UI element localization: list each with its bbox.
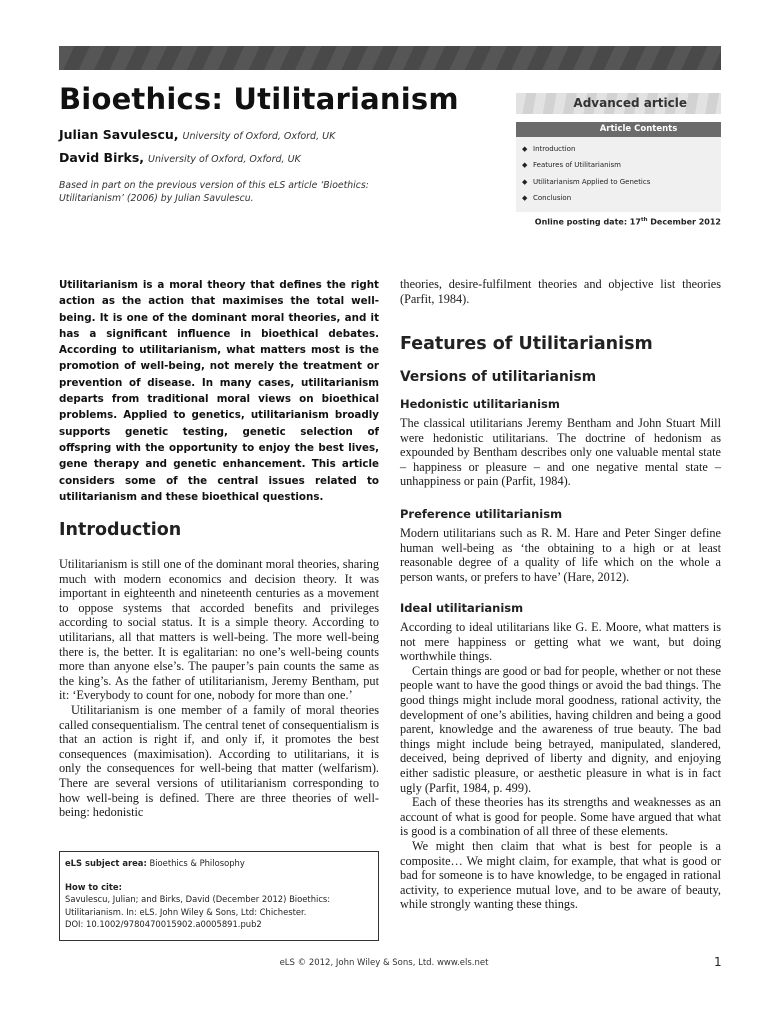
paragraph: Utilitarianism is one member of a family of moral theories called consequentialism. The central tenet of consequentialism is that an action is right if, and only if, it promotes the best consequences (maximisation). According to utilitarians, it is only the consequences for well-being that matter (welfarism). There are several versions of utilitarianism corresponding to how well-being is defined. There are three theories of well-being: hedonistic (59, 702, 379, 820)
subsubsection-heading-preference: Preference utilitarianism (400, 507, 563, 521)
subsubsection-heading-ideal: Ideal utilitarianism (400, 601, 524, 615)
diamond-bullet-icon: ◆ (522, 177, 528, 186)
contents-item-features[interactable]: ◆ Features of Utilitarianism (522, 157, 721, 173)
preference-text: Modern utilitarians such as R. M. Hare and Peter Singer define human well-being as ‘the obtaining to a high or at least reasonable degree of a quality of life which on the whole a person wants, or prefers to have’ (Hare, 2012). (400, 526, 721, 584)
diamond-bullet-icon: ◆ (522, 161, 528, 170)
contents-item-genetics[interactable]: ◆ Utilitarianism Applied to Genetics (522, 174, 721, 190)
contents-item-conclusion[interactable]: ◆ Conclusion (522, 190, 721, 206)
hedonistic-text: The classical utilitarians Jeremy Bentham and John Stuart Mill were hedonistic utilitarians. The doctrine of hedonism as expounded by Bentham describes only one valuable mental state – happiness or pleasure – and one negative mental state – unhappiness or pain (Parfit, 1984). (400, 416, 721, 489)
subsubsection-heading-hedonistic: Hedonistic utilitarianism (400, 397, 560, 411)
author-list (59, 127, 479, 173)
doi: DOI: 10.1002/9780470015902.a0005891.pub2 (65, 918, 262, 929)
author-name: David Birks, (59, 150, 145, 165)
cite-label: How to cite: (65, 882, 122, 893)
author-2 (59, 150, 479, 165)
citation-box (59, 851, 379, 941)
page-number: 1 (714, 955, 722, 969)
paragraph: Certain things are good or bad for people, whether or not these people want to have the good things or avoid the bad things. The good things might include moral goodness, rational activity, the development of one’s abilities, having children and being a good parent, knowledge and the awareness of true beauty. The bad things might include being betrayed, manipulated, slandered, deceived, being deprived of liberty and dignity, and enjoying either sadistic pleasure, or aesthetic pleasure in what is in fact ugly (Parfit, 1984, p. 499). (400, 663, 721, 795)
contents-list (516, 137, 721, 206)
paragraph: Utilitarianism is still one of the dominant moral theories, sharing much with modern economics and decision theory. It was important in eighteenth and nineteenth centuries as a movement to oppose systems that accorded benefits and privileges according to social status. It is a simple theory. According to utilitarians, all that matters is well-being. The more well-being there is, the better. It is egalitarian: no one’s well-being counts more than anyone else’s. The pauper’s pain counts the same as the king’s. As the father of utilitarianism, Jeremy Bentham, put it: ‘Everybody to count for one, nobody for more than one.’ (59, 557, 379, 703)
introduction-body (59, 557, 379, 820)
ideal-body (400, 620, 721, 912)
diamond-bullet-icon: ◆ (522, 193, 528, 202)
article-title: Bioethics: Utilitarianism (59, 82, 459, 116)
author-name: Julian Savulescu, (59, 127, 179, 142)
paragraph: We might then claim that what is best for people is a composite… We might claim, for example, that what is good or bad for someone is to have knowledge, to be engaged in rational activity, to experience mutual love, and to be aware of beauty, while strongly wanting these things. (400, 838, 721, 912)
contents-item-introduction[interactable]: ◆ Introduction (522, 141, 721, 157)
paragraph: Each of these theories has its strengths and weaknesses as an account of what is good for people. Some have argued that what is good is a combination of all three of these elements. (400, 795, 721, 839)
paragraph: According to ideal utilitarians like G. E. Moore, what matters is not mere happiness or getting what we want, but doing worthwhile things. (400, 620, 721, 664)
continuation-text: theories, desire-fulfilment theories and objective list theories (Parfit, 1984). (400, 277, 721, 306)
contents-title: Article Contents (516, 122, 721, 137)
author-affiliation: University of Oxford, Oxford, UK (182, 131, 336, 142)
section-heading-features: Features of Utilitarianism (400, 334, 653, 354)
article-contents-box (516, 122, 721, 212)
subject-area: eLS subject area: Bioethics & Philosophy (65, 858, 245, 868)
section-heading-introduction: Introduction (59, 520, 182, 540)
author-affiliation: University of Oxford, Oxford, UK (148, 154, 301, 165)
footer-copyright: eLS © 2012, John Wiley & Sons, Ltd. www.els.net (279, 958, 489, 968)
based-on-note: Based in part on the previous version of this eLS article ‘Bioethics: Utilitarianism’ (2006) by Julian Savulescu. (59, 180, 369, 204)
header-banner (59, 46, 721, 70)
diamond-bullet-icon: ◆ (522, 145, 528, 153)
abstract: Utilitarianism is a moral theory that defines the right action as the action that maximises the total well-being. It is one of the dominant moral theories, and it has a significant influence in bioethical debates. According to utilitarianism, what matters most is the promotion of well-being, not merely the treatment or prevention of disease. In many cases, utilitarianism departs from traditional moral views on bioethical problems. Applied to genetics, utilitarianism broadly supports genetic testing, genetic selection of offspring with the opportunity to enjoy the best lives, gene therapy and genetic enhancement. This article considers some of the central issues related to utilitarianism and these bioethical questions. (59, 279, 379, 503)
subsection-heading-versions: Versions of utilitarianism (400, 369, 597, 385)
article-type-badge: Advanced article (516, 93, 721, 114)
cite-text: Savulescu, Julian; and Birks, David (December 2012) Bioethics: Utilitarianism. In: eLS. John Wiley & Sons, Ltd: Chichester. (65, 894, 331, 917)
author-1 (59, 127, 479, 142)
posting-date: Online posting date: 17th December 2012 (534, 217, 721, 227)
